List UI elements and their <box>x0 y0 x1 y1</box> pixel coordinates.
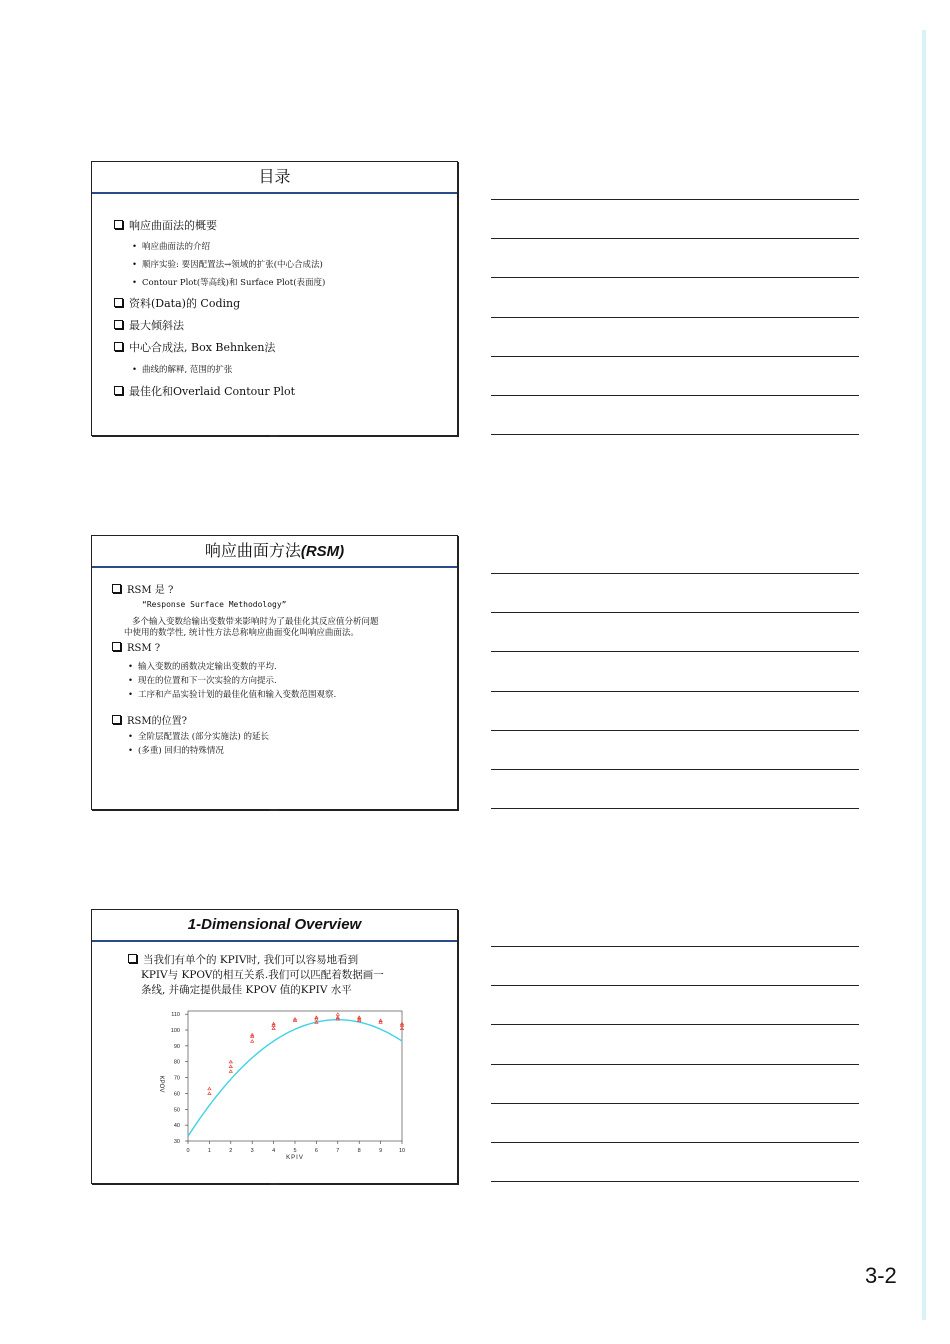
x-tick-label: 7 <box>336 1148 340 1154</box>
note-line <box>491 356 859 357</box>
toc-subitem: • 顺序实验: 要因配置法→领域的扩张(中心合成法) <box>132 260 323 270</box>
checkbox-bullet-icon <box>114 298 123 307</box>
plot-frame <box>188 1011 402 1141</box>
x-tick-label: 5 <box>293 1148 297 1154</box>
data-point <box>229 1060 232 1063</box>
checkbox-bullet-icon <box>114 320 123 329</box>
checkbox-bullet-icon <box>128 954 137 963</box>
rsm-quote: “Response Surface Methodology” <box>142 600 287 609</box>
data-point <box>208 1092 211 1095</box>
slide-title: 1-Dimensional Overview <box>92 910 457 942</box>
x-tick-label: 6 <box>314 1148 318 1154</box>
note-line <box>491 317 859 318</box>
note-line <box>491 277 859 278</box>
toc-subitem: • 响应曲面法的介绍 <box>132 242 211 252</box>
x-tick-label: 1 <box>207 1148 211 1154</box>
x-tick-label: 3 <box>250 1148 254 1154</box>
checkbox-bullet-icon <box>112 584 121 593</box>
note-line <box>491 1142 859 1143</box>
list-item: • 现在的位置和下一次实验的方向提示. <box>128 676 277 686</box>
toc-item: 最佳化和Overlaid Contour Plot <box>114 383 295 399</box>
y-tick-label: 70 <box>173 1075 180 1082</box>
slide-table-of-contents <box>91 161 458 436</box>
slide-footer: RSM-3 <box>269 808 280 812</box>
x-tick-label: 9 <box>379 1148 383 1154</box>
slide-footer: RSM-4 <box>269 434 280 438</box>
x-tick-label: 4 <box>272 1148 276 1154</box>
rsm-description-2: 中使用的数学性, 统计性方法总称响应曲面变化叫响应曲面法。 <box>124 628 359 638</box>
page-edge-strip <box>922 30 926 1320</box>
note-line <box>491 1103 859 1104</box>
note-line <box>491 808 859 809</box>
page-number: 3-2 <box>865 1263 897 1288</box>
note-line <box>491 946 859 947</box>
x-axis-label: KPIV <box>286 1155 304 1161</box>
data-point <box>251 1040 254 1043</box>
note-line <box>491 199 859 200</box>
y-tick-label: 60 <box>173 1091 180 1098</box>
data-point <box>272 1027 275 1030</box>
note-line <box>491 1064 859 1065</box>
checkbox-bullet-icon <box>112 715 121 724</box>
x-tick-label: 2 <box>229 1148 233 1154</box>
note-line <box>491 1024 859 1025</box>
toc-item: 中心合成法, Box Behnken法 <box>114 339 275 355</box>
question-rsm-what: RSM 是 ? <box>112 581 173 596</box>
toc-subitem: • Contour Plot(等高线)和 Surface Plot(表面度) <box>132 278 326 288</box>
note-line <box>491 769 859 770</box>
list-item: • 工序和产品实验计划的最佳化值和输入变数范围观察. <box>128 690 337 700</box>
slide-1d-overview <box>91 909 458 1184</box>
data-point <box>336 1013 339 1016</box>
y-tick-label: 30 <box>173 1139 180 1145</box>
overview-text-line-2: KPIV与 KPOV的相互关系.我们可以匹配着数据画一 <box>141 969 384 981</box>
checkbox-bullet-icon <box>114 386 123 395</box>
checkbox-bullet-icon <box>114 220 123 229</box>
note-line <box>491 395 859 396</box>
toc-subitem: • 曲线的解释, 范围的扩张 <box>132 365 233 375</box>
note-line <box>491 691 859 692</box>
data-point <box>229 1070 232 1073</box>
slide-rsm-intro <box>91 535 458 810</box>
y-tick-label: 90 <box>173 1043 180 1050</box>
list-item: • 全阶层配置法 (部分实施法) 的延长 <box>128 732 270 742</box>
toc-item: 响应曲面法的概要 <box>114 217 217 233</box>
y-tick-label: 40 <box>173 1123 180 1130</box>
note-line <box>491 1181 859 1182</box>
y-axis-label: KPOV <box>158 1075 164 1093</box>
overview-text-line-3: 条线, 并确定提供最佳 KPOV 值的KPIV 水平 <box>141 984 352 996</box>
note-line <box>491 730 859 731</box>
data-point <box>208 1087 211 1090</box>
checkbox-bullet-icon <box>112 642 121 651</box>
y-tick-label: 100 <box>170 1028 180 1035</box>
y-tick-label: 80 <box>173 1059 180 1066</box>
x-tick-label: 10 <box>398 1148 406 1154</box>
x-tick-label: 0 <box>186 1148 190 1154</box>
slide-title-em: (RSM) <box>300 543 345 560</box>
list-item: • (多重) 回归的特殊情况 <box>128 746 224 756</box>
checkbox-bullet-icon <box>114 342 123 351</box>
list-item: • 输入变数的函数决定输出变数的平均. <box>128 662 277 672</box>
note-line <box>491 434 859 435</box>
toc-item: 资料(Data)的 Coding <box>114 295 240 311</box>
x-tick-label: 8 <box>357 1148 361 1154</box>
fit-curve <box>188 1020 402 1137</box>
slide-title <box>92 536 457 568</box>
overview-text-line-1: 当我们有单个的 KPIV时, 我们可以容易地看到 <box>128 952 358 967</box>
y-tick-label: 110 <box>171 1012 180 1019</box>
note-line <box>491 573 859 574</box>
note-line <box>491 985 859 986</box>
note-line <box>491 651 859 652</box>
slide-footer: RSM-5 <box>269 1182 280 1186</box>
question-rsm-2: RSM ? <box>112 642 160 654</box>
toc-item: 最大倾斜法 <box>114 317 184 333</box>
slide-title-text: 响应曲面方法 <box>204 541 301 560</box>
y-tick-label: 50 <box>173 1107 180 1114</box>
question-rsm-position: RSM的位置? <box>112 712 187 727</box>
kpiv-kpov-chart <box>152 1005 407 1165</box>
rsm-description-1: 多个输入变数给输出变数带来影响时为了最佳化其反应值分析问题 <box>132 617 379 627</box>
note-line <box>491 238 859 239</box>
note-line <box>491 612 859 613</box>
slide-title: 目录 <box>92 162 457 194</box>
data-point <box>229 1065 232 1068</box>
